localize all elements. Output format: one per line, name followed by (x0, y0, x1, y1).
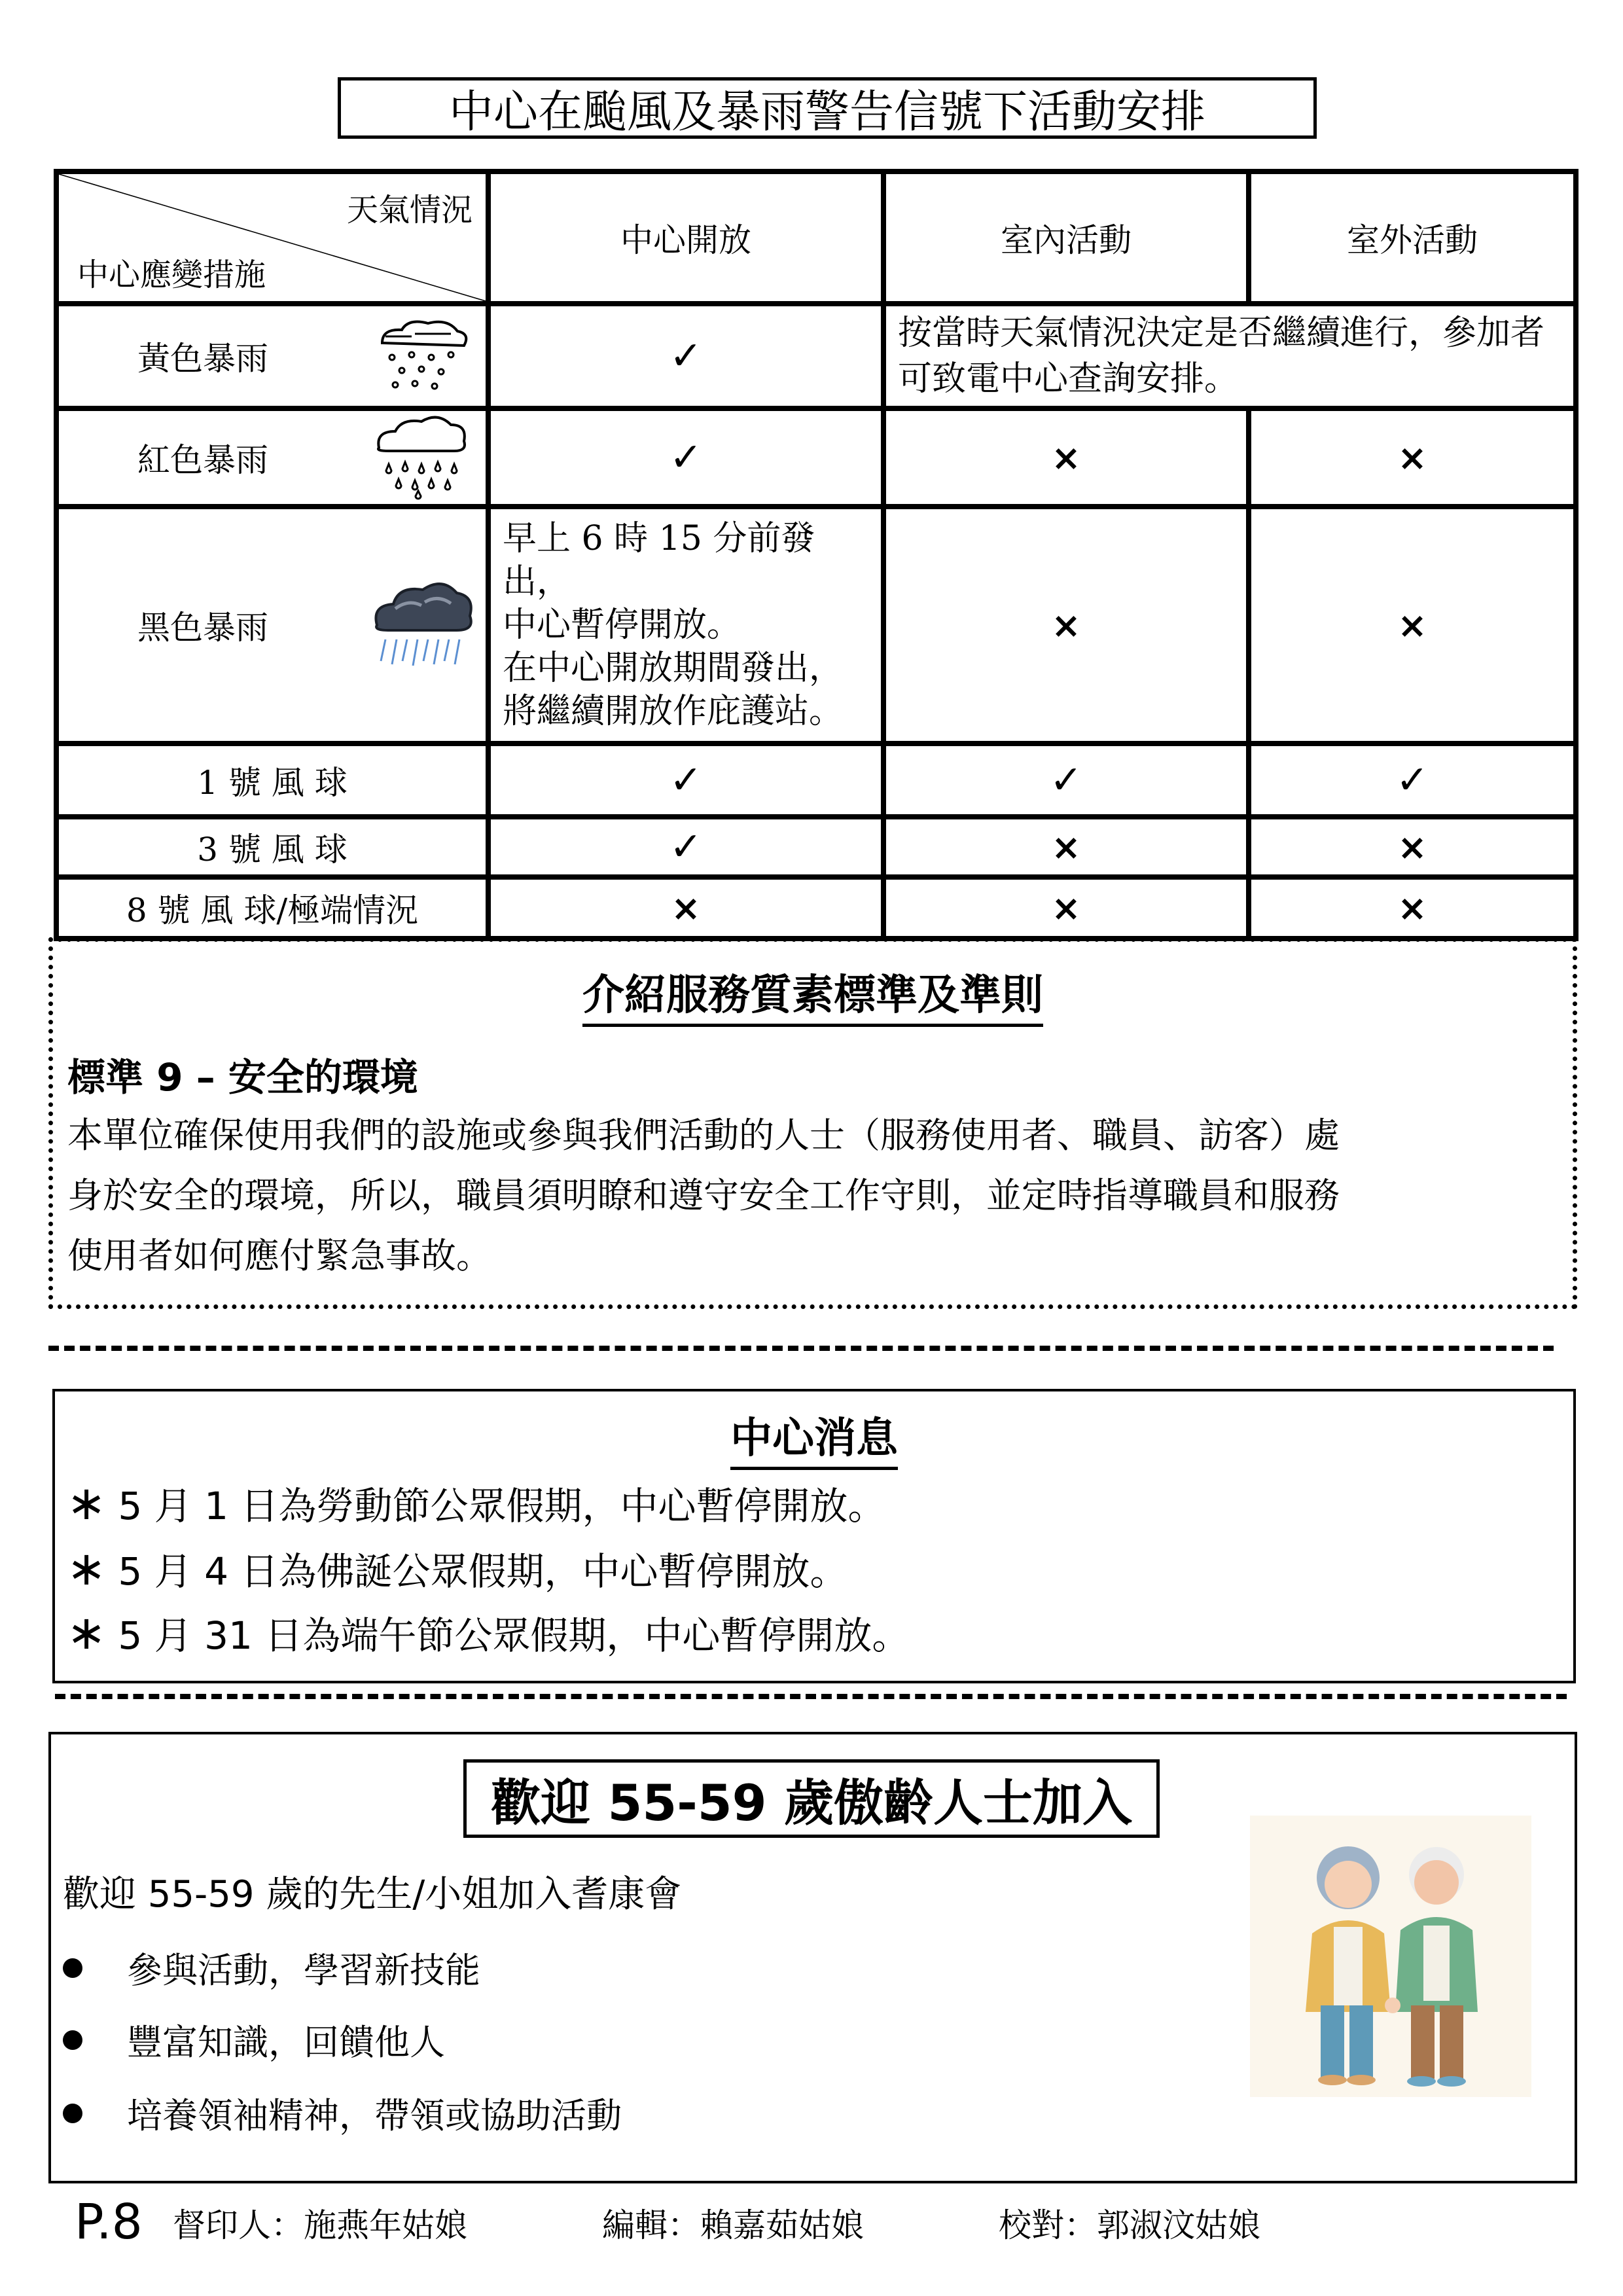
table-header-row (56, 171, 1576, 304)
cross-mark-icon: × (1397, 604, 1427, 646)
signal-8-open (488, 877, 883, 939)
col-header-indoor: 室內活動 (883, 171, 1249, 304)
signal-1-outdoor (1249, 744, 1576, 817)
elderly-couple-illustration (1250, 1816, 1531, 2097)
standards-body (67, 1105, 1573, 1286)
dashed-divider (55, 1694, 1567, 1699)
black-rain-note-line: 早上 6 時 15 分前發出， (503, 519, 815, 601)
red-rain-indoor (883, 408, 1249, 507)
heavy-rain-cloud-icon (369, 415, 474, 500)
signal-8-indoor (883, 877, 1249, 939)
red-rain-outdoor (1249, 408, 1576, 507)
check-mark-icon: ✓ (669, 435, 703, 480)
row-label-yellow-rain (56, 304, 488, 408)
check-mark-icon: ✓ (669, 333, 703, 379)
signal-3-outdoor (1249, 817, 1576, 877)
check-mark-icon: ✓ (669, 824, 703, 870)
black-rain-indoor (883, 507, 1249, 744)
col-header-outdoor: 室外活動 (1249, 171, 1576, 304)
check-mark-icon: ✓ (669, 757, 703, 803)
welcome-section (48, 1732, 1577, 2183)
asterisk-icon: ∗ (67, 1605, 107, 1660)
check-mark-icon: ✓ (1049, 757, 1083, 803)
list-item: 培養領袖精神，帶領或協助活動 (63, 2088, 622, 2138)
yellow-rain-open (488, 304, 883, 408)
cross-mark-icon: × (1051, 826, 1081, 868)
black-rain-note-line: 中心暫停開放。 (503, 605, 741, 645)
news-item: ∗ 5 月 31 日為端午節公眾假期，中心暫停開放。 (67, 1605, 910, 1660)
footer-editor: 編輯：賴嘉茹姑娘 (602, 2206, 864, 2244)
black-rain-note (488, 507, 883, 744)
weather-arrangement-table (54, 169, 1578, 941)
standards-line: 使用者如何應付緊急事故。 (67, 1235, 491, 1276)
welcome-title: 歡迎 55-59 歲傲齡人士加入 (463, 1759, 1160, 1838)
signal-1-open (488, 744, 883, 817)
cross-mark-icon: × (1051, 437, 1081, 478)
yellow-rain-note: 按當時天氣情況決定是否繼續進行，參加者可致電中心查詢安排。 (883, 304, 1576, 408)
signal-1-label: 1 號 風 球 (56, 744, 488, 817)
signal-3-indoor (883, 817, 1249, 877)
yellow-rain-label: 黃色暴雨 (137, 340, 268, 378)
bullet-dot-icon (63, 2104, 82, 2123)
corner-measure-label: 中心應變措施 (77, 257, 266, 293)
cross-mark-icon: × (1397, 887, 1427, 929)
bullet-dot-icon (63, 1958, 82, 1978)
news-item: ∗ 5 月 4 日為佛誕公眾假期，中心暫停開放。 (67, 1541, 848, 1596)
table-row (56, 304, 1576, 408)
black-rain-note-line: 在中心開放期間發出， (503, 649, 844, 688)
standards-title: 介紹服務質素標準及準則 (53, 961, 1573, 1022)
footer-proofreader: 校對：郭淑汶姑娘 (999, 2206, 1260, 2244)
cross-mark-icon: × (1397, 437, 1427, 478)
corner-cell (56, 171, 488, 304)
table-row (56, 408, 1576, 507)
corner-weather-label: 天氣情況 (346, 192, 473, 228)
row-label-red-rain (56, 408, 488, 507)
cross-mark-icon: × (671, 887, 701, 929)
table-row (56, 877, 1576, 939)
light-rain-cloud-icon (369, 317, 474, 395)
news-item: ∗ 5 月 1 日為勞動節公眾假期，中心暫停開放。 (67, 1475, 886, 1530)
page-title: 中心在颱風及暴雨警告信號下活動安排 (338, 77, 1317, 139)
black-rain-note-line: 將繼續開放作庇護站。 (503, 692, 844, 731)
signal-1-indoor (883, 744, 1249, 817)
red-rain-open (488, 408, 883, 507)
storm-cloud-icon (369, 579, 474, 671)
footer-printer: 督印人：施燕年姑娘 (173, 2206, 467, 2244)
signal-8-outdoor (1249, 877, 1576, 939)
standards-line: 本單位確保使用我們的設施或參與我們活動的人士（服務使用者、職員、訪客）處 (67, 1115, 1340, 1156)
asterisk-icon: ∗ (67, 1541, 107, 1596)
dashed-divider (48, 1346, 1554, 1351)
table-row (56, 744, 1576, 817)
col-header-open: 中心開放 (488, 171, 883, 304)
list-item: 豐富知識，回饋他人 (63, 2015, 445, 2065)
check-mark-icon: ✓ (1395, 757, 1429, 803)
centre-news-section (52, 1389, 1576, 1683)
news-title: 中心消息 (55, 1405, 1573, 1465)
cross-mark-icon: × (1051, 887, 1081, 929)
table-row (56, 817, 1576, 877)
bullet-dot-icon (63, 2030, 82, 2050)
row-label-black-rain (56, 507, 488, 744)
cross-mark-icon: × (1051, 604, 1081, 646)
black-rain-label: 黑色暴雨 (137, 609, 268, 647)
page-number: P.8 (75, 2194, 143, 2250)
table-row (56, 507, 1576, 744)
list-item: 參與活動，學習新技能 (63, 1943, 480, 1993)
signal-3-label: 3 號 風 球 (56, 817, 488, 877)
red-rain-label: 紅色暴雨 (137, 441, 268, 479)
standards-line: 身於安全的環境，所以，職員須明瞭和遵守安全工作守則，並定時指導職員和服務 (67, 1175, 1340, 1216)
welcome-intro: 歡迎 55-59 歲的先生/小姐加入耆康會 (63, 1873, 682, 1916)
asterisk-icon: ∗ (67, 1475, 107, 1530)
signal-3-open (488, 817, 883, 877)
signal-8-label: 8 號 風 球/極端情況 (56, 877, 488, 939)
black-rain-outdoor (1249, 507, 1576, 744)
cross-mark-icon: × (1397, 826, 1427, 868)
standards-subtitle: 標準 9 – 安全的環境 (67, 1055, 418, 1100)
service-standards-section (48, 937, 1577, 1309)
